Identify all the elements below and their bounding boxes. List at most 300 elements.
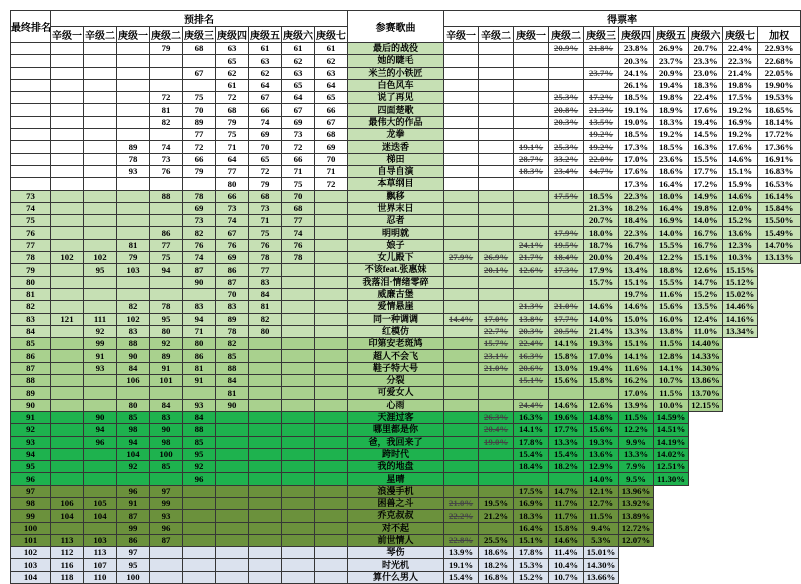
pre-rank-cell: 121 (51, 313, 84, 325)
vote-cell (444, 411, 479, 423)
rank-cell: 79 (11, 264, 51, 276)
table-row (11, 67, 801, 79)
pre-rank-cell: 91 (84, 350, 117, 362)
ghost-cell (654, 510, 689, 522)
pre-rank-cell (117, 104, 150, 116)
pre-rank-cell: 90 (117, 350, 150, 362)
pre-rank-cell (150, 55, 183, 67)
vote-cell (514, 190, 549, 202)
ghost-cell (689, 411, 723, 423)
vote-cell: 18.9% (654, 104, 689, 116)
vote-cell: 23.6% (654, 153, 689, 165)
vote-cell (479, 473, 514, 485)
vote-cell (479, 448, 514, 460)
song-cell: 不该feat.张惠妹 (348, 264, 444, 276)
pre-rank-cell: 66 (315, 104, 348, 116)
pre-rank-cell: 96 (117, 485, 150, 497)
vote-cell (514, 178, 549, 190)
vote-cell (444, 178, 479, 190)
pre-rank-cell (84, 43, 117, 55)
pre-rank-cell (282, 424, 315, 436)
pre-rank-cell: 69 (282, 116, 315, 128)
pre-rank-cell: 92 (84, 325, 117, 337)
song-cell: 对不起 (348, 522, 444, 534)
pre-rank-cell: 72 (183, 141, 216, 153)
pre-rank-cell: 74 (282, 227, 315, 239)
ghost-cell (758, 264, 801, 276)
pre-rank-cell (183, 387, 216, 399)
pre-rank-cell: 118 (51, 571, 84, 583)
vote-cell: 12.0% (723, 202, 758, 214)
table-row (11, 129, 801, 141)
pre-rank-cell (315, 288, 348, 300)
pre-rank-cell (315, 325, 348, 337)
pre-rank-cell: 97 (117, 547, 150, 559)
vote-cell (514, 79, 549, 91)
pre-rank-cell: 96 (84, 436, 117, 448)
pre-rank-cell: 103 (117, 264, 150, 276)
pre-rank-cell (183, 522, 216, 534)
vote-cell: 19.4% (654, 79, 689, 91)
rank-cell: 102 (11, 547, 51, 559)
table-row (11, 325, 801, 337)
ghost-cell (689, 534, 723, 546)
vote-cell: 15.6% (549, 375, 584, 387)
vote-cell: 17.6% (689, 104, 723, 116)
vote-cell: 18.4% (619, 215, 654, 227)
vote-cell (584, 178, 619, 190)
vote-cell: 11.7% (549, 510, 584, 522)
ghost-cell (723, 448, 758, 460)
pre-rank-cell (84, 301, 117, 313)
song-cell: 星晴 (348, 473, 444, 485)
vote-cell (479, 276, 514, 288)
pre-rank-cell (249, 461, 282, 473)
vote-cell: 16.4% (514, 522, 549, 534)
pre-rank-cell (51, 227, 84, 239)
vote-cell: 21.7% (514, 252, 549, 264)
vote-cell: 13.3% (549, 436, 584, 448)
pre-rank-cell: 84 (150, 399, 183, 411)
pre-rank-cell (249, 436, 282, 448)
pre-rank-cell (249, 547, 282, 559)
pre-rank-cell: 102 (84, 252, 117, 264)
vote-cell: 14.9% (689, 190, 723, 202)
vote-cell: 25.3% (549, 92, 584, 104)
table-row (11, 387, 801, 399)
pre-rank-cell: 88 (150, 190, 183, 202)
pre-rank-cell: 116 (51, 559, 84, 571)
vote-cell (444, 276, 479, 288)
pre-rank-cell: 75 (282, 178, 315, 190)
pre-rank-cell: 82 (150, 116, 183, 128)
vote-cell: 20.9% (549, 43, 584, 55)
pre-rank-cell (216, 522, 249, 534)
vote-cell: 22.2% (444, 510, 479, 522)
vote-cell: 14.8% (584, 411, 619, 423)
vote-cell: 7.9% (619, 461, 654, 473)
rank-cell: 97 (11, 485, 51, 497)
pre-rank-cell (315, 436, 348, 448)
vote-cell: 15.5% (689, 153, 723, 165)
vote-cell (444, 264, 479, 276)
song-cell: 女儿殿下 (348, 252, 444, 264)
pre-rank-cell (282, 411, 315, 423)
vote-cell: 15.1% (619, 276, 654, 288)
pre-rank-cell (51, 116, 84, 128)
pre-rank-cell: 72 (150, 92, 183, 104)
vote-cell: 19.8% (654, 92, 689, 104)
vote-cell: 21.2% (479, 510, 514, 522)
rank-cell: 101 (11, 534, 51, 546)
vote-cell (479, 129, 514, 141)
vote-cell: 17.7% (549, 313, 584, 325)
pre-rank-cell: 71 (216, 141, 249, 153)
vote-cell: 15.7% (479, 338, 514, 350)
ghost-cell (654, 497, 689, 509)
ghost-cell (723, 387, 758, 399)
weighted-cell: 13.86% (689, 375, 723, 387)
vote-cell (444, 473, 479, 485)
vote-cell: 18.4% (549, 252, 584, 264)
weighted-cell: 19.90% (758, 79, 801, 91)
pre-rank-cell (282, 288, 315, 300)
pre-rank-cell (150, 79, 183, 91)
vote-cell: 22.3% (723, 55, 758, 67)
pre-rank-cell: 82 (249, 313, 282, 325)
rank-cell: 81 (11, 288, 51, 300)
vote-cell: 10.0% (654, 399, 689, 411)
weighted-cell: 14.30% (584, 559, 619, 571)
vote-cell: 22.7% (479, 325, 514, 337)
vote-cell: 17.3% (619, 141, 654, 153)
vote-cell: 20.3% (619, 55, 654, 67)
vote-cell: 18.3% (689, 79, 723, 91)
vote-cell: 11.7% (549, 497, 584, 509)
vote-cell (444, 153, 479, 165)
song-cell: 同一种调调 (348, 313, 444, 325)
pre-rank-cell: 86 (150, 227, 183, 239)
rank-cell: 88 (11, 375, 51, 387)
vote-cell: 20.5% (549, 325, 584, 337)
pre-rank-cell: 69 (183, 202, 216, 214)
pre-rank-cell: 73 (282, 129, 315, 141)
pre-rank-cell: 70 (183, 104, 216, 116)
pre-rank-cell (183, 571, 216, 583)
song-cell: 世界末日 (348, 202, 444, 214)
pre-rank-cell: 107 (84, 559, 117, 571)
vote-cell: 15.9% (723, 178, 758, 190)
ghost-cell (758, 399, 801, 411)
song-cell: 浪漫手机 (348, 485, 444, 497)
pre-rank-cell (282, 473, 315, 485)
song-cell: 自导自演 (348, 165, 444, 177)
song-cell: 前世情人 (348, 534, 444, 546)
pre-rank-cell: 62 (216, 67, 249, 79)
pre-rank-cell (51, 288, 84, 300)
vote-cell: 18.5% (619, 92, 654, 104)
ghost-cell (723, 436, 758, 448)
rank-cell (11, 55, 51, 67)
vote-cell: 17.2% (689, 178, 723, 190)
vote-cell: 14.1% (654, 362, 689, 374)
ghost-cell (723, 338, 758, 350)
pre-rank-cell: 71 (282, 165, 315, 177)
pre-rank-cell: 88 (117, 338, 150, 350)
pre-rank-cell: 98 (117, 424, 150, 436)
pre-rank-cell (84, 129, 117, 141)
ghost-cell (758, 571, 801, 583)
pre-rank-cell (282, 325, 315, 337)
vote-cell: 19.2% (654, 129, 689, 141)
pre-rank-cell: 95 (150, 313, 183, 325)
weighted-cell: 14.19% (654, 436, 689, 448)
header-vote-level-0: 辛级一 (444, 27, 479, 43)
song-cell: 我落泪·情绪零碎 (348, 276, 444, 288)
pre-rank-cell (216, 448, 249, 460)
pre-rank-cell (117, 116, 150, 128)
vote-cell: 15.7% (584, 276, 619, 288)
pre-rank-cell (282, 313, 315, 325)
table-row (11, 461, 801, 473)
pre-rank-cell (84, 153, 117, 165)
vote-cell: 15.1% (514, 534, 549, 546)
header-vote-rate-group: 得票率 (444, 11, 801, 27)
pre-rank-cell: 81 (150, 104, 183, 116)
vote-cell: 13.5% (689, 301, 723, 313)
pre-rank-cell (84, 522, 117, 534)
pre-rank-cell (84, 55, 117, 67)
vote-cell (444, 67, 479, 79)
pre-rank-cell (249, 522, 282, 534)
vote-cell: 19.0% (479, 436, 514, 448)
pre-rank-cell (150, 473, 183, 485)
vote-cell: 19.5% (549, 239, 584, 251)
pre-rank-cell (84, 387, 117, 399)
pre-rank-cell: 76 (150, 165, 183, 177)
pre-rank-cell (282, 448, 315, 460)
table-row (11, 362, 801, 374)
vote-cell: 18.8% (654, 264, 689, 276)
header-vote-level-3: 庚级二 (549, 27, 584, 43)
vote-cell: 23.7% (584, 67, 619, 79)
pre-rank-cell: 75 (183, 92, 216, 104)
vote-cell: 18.5% (654, 141, 689, 153)
pre-rank-cell: 82 (183, 227, 216, 239)
header-vote-level-2: 庚级一 (514, 27, 549, 43)
rank-cell: 94 (11, 448, 51, 460)
vote-cell: 15.4% (549, 448, 584, 460)
vote-cell (549, 288, 584, 300)
rank-cell: 96 (11, 473, 51, 485)
pre-rank-cell: 70 (249, 141, 282, 153)
pre-rank-cell (315, 547, 348, 559)
weighted-cell: 15.01% (584, 547, 619, 559)
pre-rank-cell: 93 (117, 165, 150, 177)
header-pre-level-8: 庚级七 (315, 27, 348, 43)
vote-cell: 5.3% (584, 534, 619, 546)
vote-cell: 22.4% (723, 43, 758, 55)
vote-cell: 17.8% (514, 436, 549, 448)
pre-rank-cell (51, 350, 84, 362)
vote-cell (584, 79, 619, 91)
vote-cell: 19.3% (584, 338, 619, 350)
pre-rank-cell (84, 375, 117, 387)
vote-cell (479, 227, 514, 239)
pre-rank-cell (117, 190, 150, 202)
vote-cell: 13.5% (584, 116, 619, 128)
pre-rank-cell: 91 (183, 375, 216, 387)
pre-rank-cell: 88 (216, 362, 249, 374)
song-cell: 她的睫毛 (348, 55, 444, 67)
vote-cell: 17.3% (549, 264, 584, 276)
vote-cell: 23.7% (654, 55, 689, 67)
vote-cell (514, 387, 549, 399)
pre-rank-cell: 67 (249, 92, 282, 104)
table-row (11, 522, 801, 534)
vote-cell: 16.0% (654, 313, 689, 325)
pre-rank-cell: 81 (249, 301, 282, 313)
pre-rank-cell: 64 (315, 79, 348, 91)
pre-rank-cell (51, 473, 84, 485)
pre-rank-cell (84, 178, 117, 190)
vote-cell (479, 239, 514, 251)
vote-cell: 22.4% (689, 92, 723, 104)
table-row (11, 239, 801, 251)
pre-rank-cell: 68 (216, 104, 249, 116)
pre-rank-cell: 113 (51, 534, 84, 546)
vote-cell: 19.1% (514, 141, 549, 153)
rank-cell: 75 (11, 215, 51, 227)
ghost-cell (758, 448, 801, 460)
weighted-cell: 11.30% (654, 473, 689, 485)
weighted-cell: 13.66% (584, 571, 619, 583)
pre-rank-cell (183, 178, 216, 190)
pre-rank-cell: 83 (216, 301, 249, 313)
pre-rank-cell: 111 (84, 313, 117, 325)
pre-rank-cell (282, 375, 315, 387)
vote-cell: 15.1% (619, 338, 654, 350)
vote-cell (444, 461, 479, 473)
pre-rank-cell (51, 362, 84, 374)
table-row (11, 153, 801, 165)
vote-cell (444, 301, 479, 313)
pre-rank-cell (315, 473, 348, 485)
vote-cell: 12.6% (689, 264, 723, 276)
vote-cell: 15.4% (514, 448, 549, 460)
pre-rank-cell: 61 (315, 43, 348, 55)
vote-cell: 19.3% (584, 436, 619, 448)
pre-rank-cell (117, 178, 150, 190)
ghost-cell (723, 424, 758, 436)
ghost-cell (758, 288, 801, 300)
song-cell: 最后的战役 (348, 43, 444, 55)
pre-rank-cell: 89 (216, 313, 249, 325)
pre-rank-cell: 78 (183, 190, 216, 202)
pre-rank-cell (216, 461, 249, 473)
vote-cell: 20.7% (584, 215, 619, 227)
song-cell: 分裂 (348, 375, 444, 387)
rank-cell: 90 (11, 399, 51, 411)
pre-rank-cell: 94 (183, 313, 216, 325)
vote-cell: 15.0% (619, 313, 654, 325)
pre-rank-cell (315, 338, 348, 350)
pre-rank-cell (150, 178, 183, 190)
header-vote-level-4: 庚级三 (584, 27, 619, 43)
pre-rank-cell (84, 227, 117, 239)
pre-rank-cell: 85 (150, 461, 183, 473)
rank-cell (11, 79, 51, 91)
pre-rank-cell: 66 (282, 153, 315, 165)
pre-rank-cell: 85 (117, 411, 150, 423)
song-cell: 本草纲目 (348, 178, 444, 190)
pre-rank-cell: 62 (249, 67, 282, 79)
table-row (11, 485, 801, 497)
pre-rank-cell (216, 534, 249, 546)
rank-cell: 83 (11, 313, 51, 325)
ghost-cell (723, 461, 758, 473)
table-row (11, 55, 801, 67)
vote-cell: 14.7% (689, 276, 723, 288)
pre-rank-cell: 77 (282, 215, 315, 227)
ghost-cell (619, 559, 654, 571)
vote-cell: 16.3% (689, 141, 723, 153)
table-row (11, 288, 801, 300)
pre-rank-cell: 90 (183, 276, 216, 288)
pre-rank-cell: 104 (117, 448, 150, 460)
pre-rank-cell (117, 387, 150, 399)
pre-rank-cell: 99 (117, 522, 150, 534)
weighted-cell: 17.72% (758, 129, 801, 141)
table-row (11, 276, 801, 288)
ghost-cell (689, 448, 723, 460)
pre-rank-cell (249, 338, 282, 350)
table-row (11, 43, 801, 55)
ghost-cell (758, 497, 801, 509)
vote-cell: 16.8% (479, 571, 514, 583)
vote-cell: 23.1% (479, 350, 514, 362)
pre-rank-cell: 92 (117, 461, 150, 473)
table-row (11, 165, 801, 177)
pre-rank-cell (216, 510, 249, 522)
pre-rank-cell: 104 (51, 510, 84, 522)
pre-rank-cell (315, 301, 348, 313)
vote-cell: 26.9% (654, 43, 689, 55)
pre-rank-cell: 80 (183, 338, 216, 350)
weighted-cell: 13.34% (723, 325, 758, 337)
table-row (11, 436, 801, 448)
pre-rank-cell (249, 571, 282, 583)
pre-rank-cell (84, 461, 117, 473)
pre-rank-cell (282, 461, 315, 473)
pre-rank-cell: 79 (150, 43, 183, 55)
pre-rank-cell: 90 (84, 411, 117, 423)
ghost-cell (758, 350, 801, 362)
pre-rank-cell: 70 (282, 190, 315, 202)
pre-rank-cell: 70 (315, 153, 348, 165)
pre-rank-cell: 74 (216, 215, 249, 227)
weighted-cell: 14.59% (654, 411, 689, 423)
pre-rank-cell (282, 522, 315, 534)
pre-rank-cell: 76 (249, 239, 282, 251)
pre-rank-cell (117, 43, 150, 55)
vote-cell: 20.8% (549, 104, 584, 116)
weighted-cell: 15.49% (758, 227, 801, 239)
vote-cell: 19.1% (444, 559, 479, 571)
pre-rank-cell (282, 534, 315, 546)
vote-cell (444, 79, 479, 91)
table-row (11, 534, 801, 546)
